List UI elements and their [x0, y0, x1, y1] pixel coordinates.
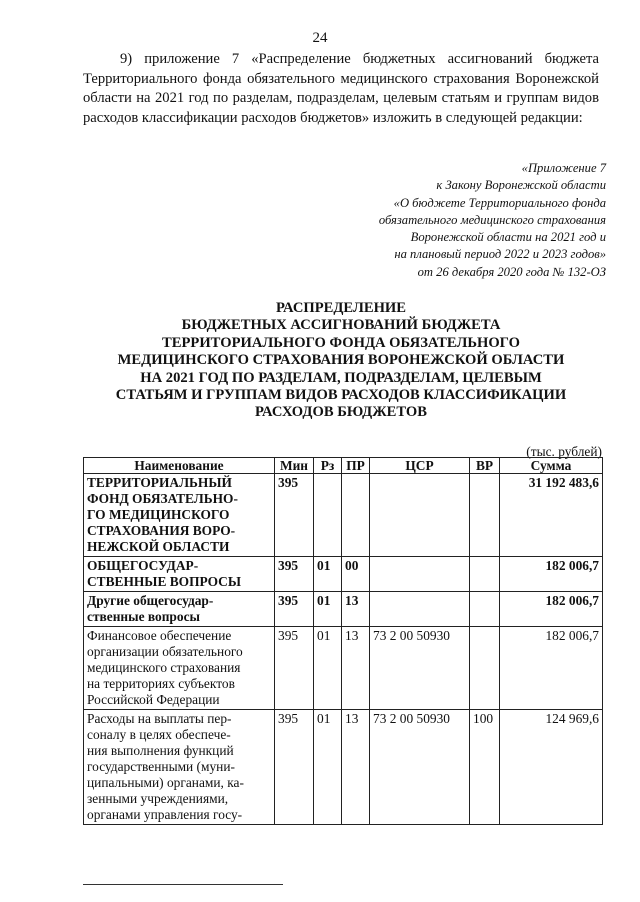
row-pr: 13	[342, 627, 370, 710]
table-header-row	[84, 458, 603, 474]
row-sum: 182 006,7	[500, 592, 603, 627]
appendix-line: Воронежской области на 2021 год и	[410, 230, 606, 245]
row-vr	[470, 627, 500, 710]
row-rz: 01	[314, 557, 342, 592]
row-pr: 00	[342, 557, 370, 592]
page-number: 24	[312, 30, 328, 46]
title-line: МЕДИЦИНСКОГО СТРАХОВАНИЯ ВОРОНЕЖСКОЙ ОБЛАСТИ	[117, 352, 565, 369]
table-row	[84, 592, 603, 627]
title-line: РАСПРЕДЕЛЕНИЕ	[275, 300, 407, 316]
row-name: Расходы на выплаты пер- соналу в целях обеспече- ния выполнения функций государственными (муни- ципальными) органами, ка- зенными учреждениями, органами управления госу-	[84, 710, 275, 825]
row-sum: 124 969,6	[500, 710, 603, 825]
row-vr	[470, 474, 500, 557]
intro-paragraph: 9) приложение 7 «Распределение бюджетных ассигнований бюджета Территориального фонда обязательного медицинского страхования Воронежской области на 2021 год по разделам, подразделам, целевым статьям и группам видов расходов классификации расходов бюджетов» изложить в следующей редакции:	[83, 51, 599, 126]
row-rz	[314, 474, 342, 557]
table-row	[84, 627, 603, 710]
header-sum: Сумма	[500, 458, 603, 474]
header-csr: ЦСР	[370, 458, 470, 474]
title-line: НА 2021 ГОД ПО РАЗДЕЛАМ, ПОДРАЗДЕЛАМ, ЦЕЛЕВЫМ	[140, 369, 542, 386]
row-pr	[342, 474, 370, 557]
row-min: 395	[275, 557, 314, 592]
title-line: СТАТЬЯМ И ГРУППАМ ВИДОВ РАСХОДОВ КЛАССИФИКАЦИИ	[115, 387, 567, 404]
row-vr	[470, 557, 500, 592]
row-name: Финансовое обеспечение организации обязательного медицинского страхования на территориях субъектов Российской Федерации	[84, 627, 275, 710]
row-vr: 100	[470, 710, 500, 825]
row-name: Другие общегосудар- ственные вопросы	[84, 592, 275, 627]
header-name: Наименование	[84, 458, 275, 474]
table-row	[84, 557, 603, 592]
row-rz: 01	[314, 592, 342, 627]
appendix-line: «О бюджете Территориального фонда	[393, 195, 606, 210]
title-line: БЮДЖЕТНЫХ АССИГНОВАНИЙ БЮДЖЕТА	[181, 317, 501, 334]
header-pr: ПР	[342, 458, 370, 474]
header-rz: Рз	[314, 458, 342, 474]
document-title	[83, 300, 599, 422]
row-sum: 31 192 483,6	[500, 474, 603, 557]
appendix-line: к Закону Воронежской области	[436, 178, 606, 193]
row-min: 395	[275, 627, 314, 710]
row-sum: 182 006,7	[500, 627, 603, 710]
row-pr: 13	[342, 592, 370, 627]
row-csr	[370, 557, 470, 592]
appendix-line: от 26 декабря 2020 года № 132-ОЗ	[417, 264, 606, 279]
title-line: РАСХОДОВ БЮДЖЕТОВ	[254, 404, 428, 421]
header-vr: ВР	[470, 458, 500, 474]
row-csr	[370, 592, 470, 627]
units-label: (тыс. рублей)	[526, 444, 602, 459]
appendix-reference	[306, 160, 606, 281]
row-pr: 13	[342, 710, 370, 825]
row-vr	[470, 592, 500, 627]
row-min: 395	[275, 474, 314, 557]
row-csr	[370, 474, 470, 557]
row-rz: 01	[314, 627, 342, 710]
table-row	[84, 474, 603, 557]
appendix-line: «Приложение 7	[521, 161, 606, 175]
budget-table	[83, 457, 603, 825]
row-min: 395	[275, 592, 314, 627]
header-min: Мин	[275, 458, 314, 474]
row-rz: 01	[314, 710, 342, 825]
row-min: 395	[275, 710, 314, 825]
table-row	[84, 710, 603, 825]
title-line: ТЕРРИТОРИАЛЬНОГО ФОНДА ОБЯЗАТЕЛЬНОГО	[162, 334, 520, 351]
footnote-separator	[83, 884, 283, 885]
row-name: ТЕРРИТОРИАЛЬНЫЙ ФОНД ОБЯЗАТЕЛЬНО- ГО МЕДИЦИНСКОГО СТРАХОВАНИЯ ВОРО- НЕЖСКОЙ ОБЛАСТИ	[84, 474, 275, 557]
appendix-line: на плановый период 2022 и 2023 годов»	[394, 247, 606, 262]
row-csr: 73 2 00 50930	[370, 710, 470, 825]
row-name: ОБЩЕГОСУДАР- СТВЕННЫЕ ВОПРОСЫ	[84, 557, 275, 592]
row-csr: 73 2 00 50930	[370, 627, 470, 710]
appendix-line: обязательного медицинского страхования	[378, 212, 606, 227]
row-sum: 182 006,7	[500, 557, 603, 592]
